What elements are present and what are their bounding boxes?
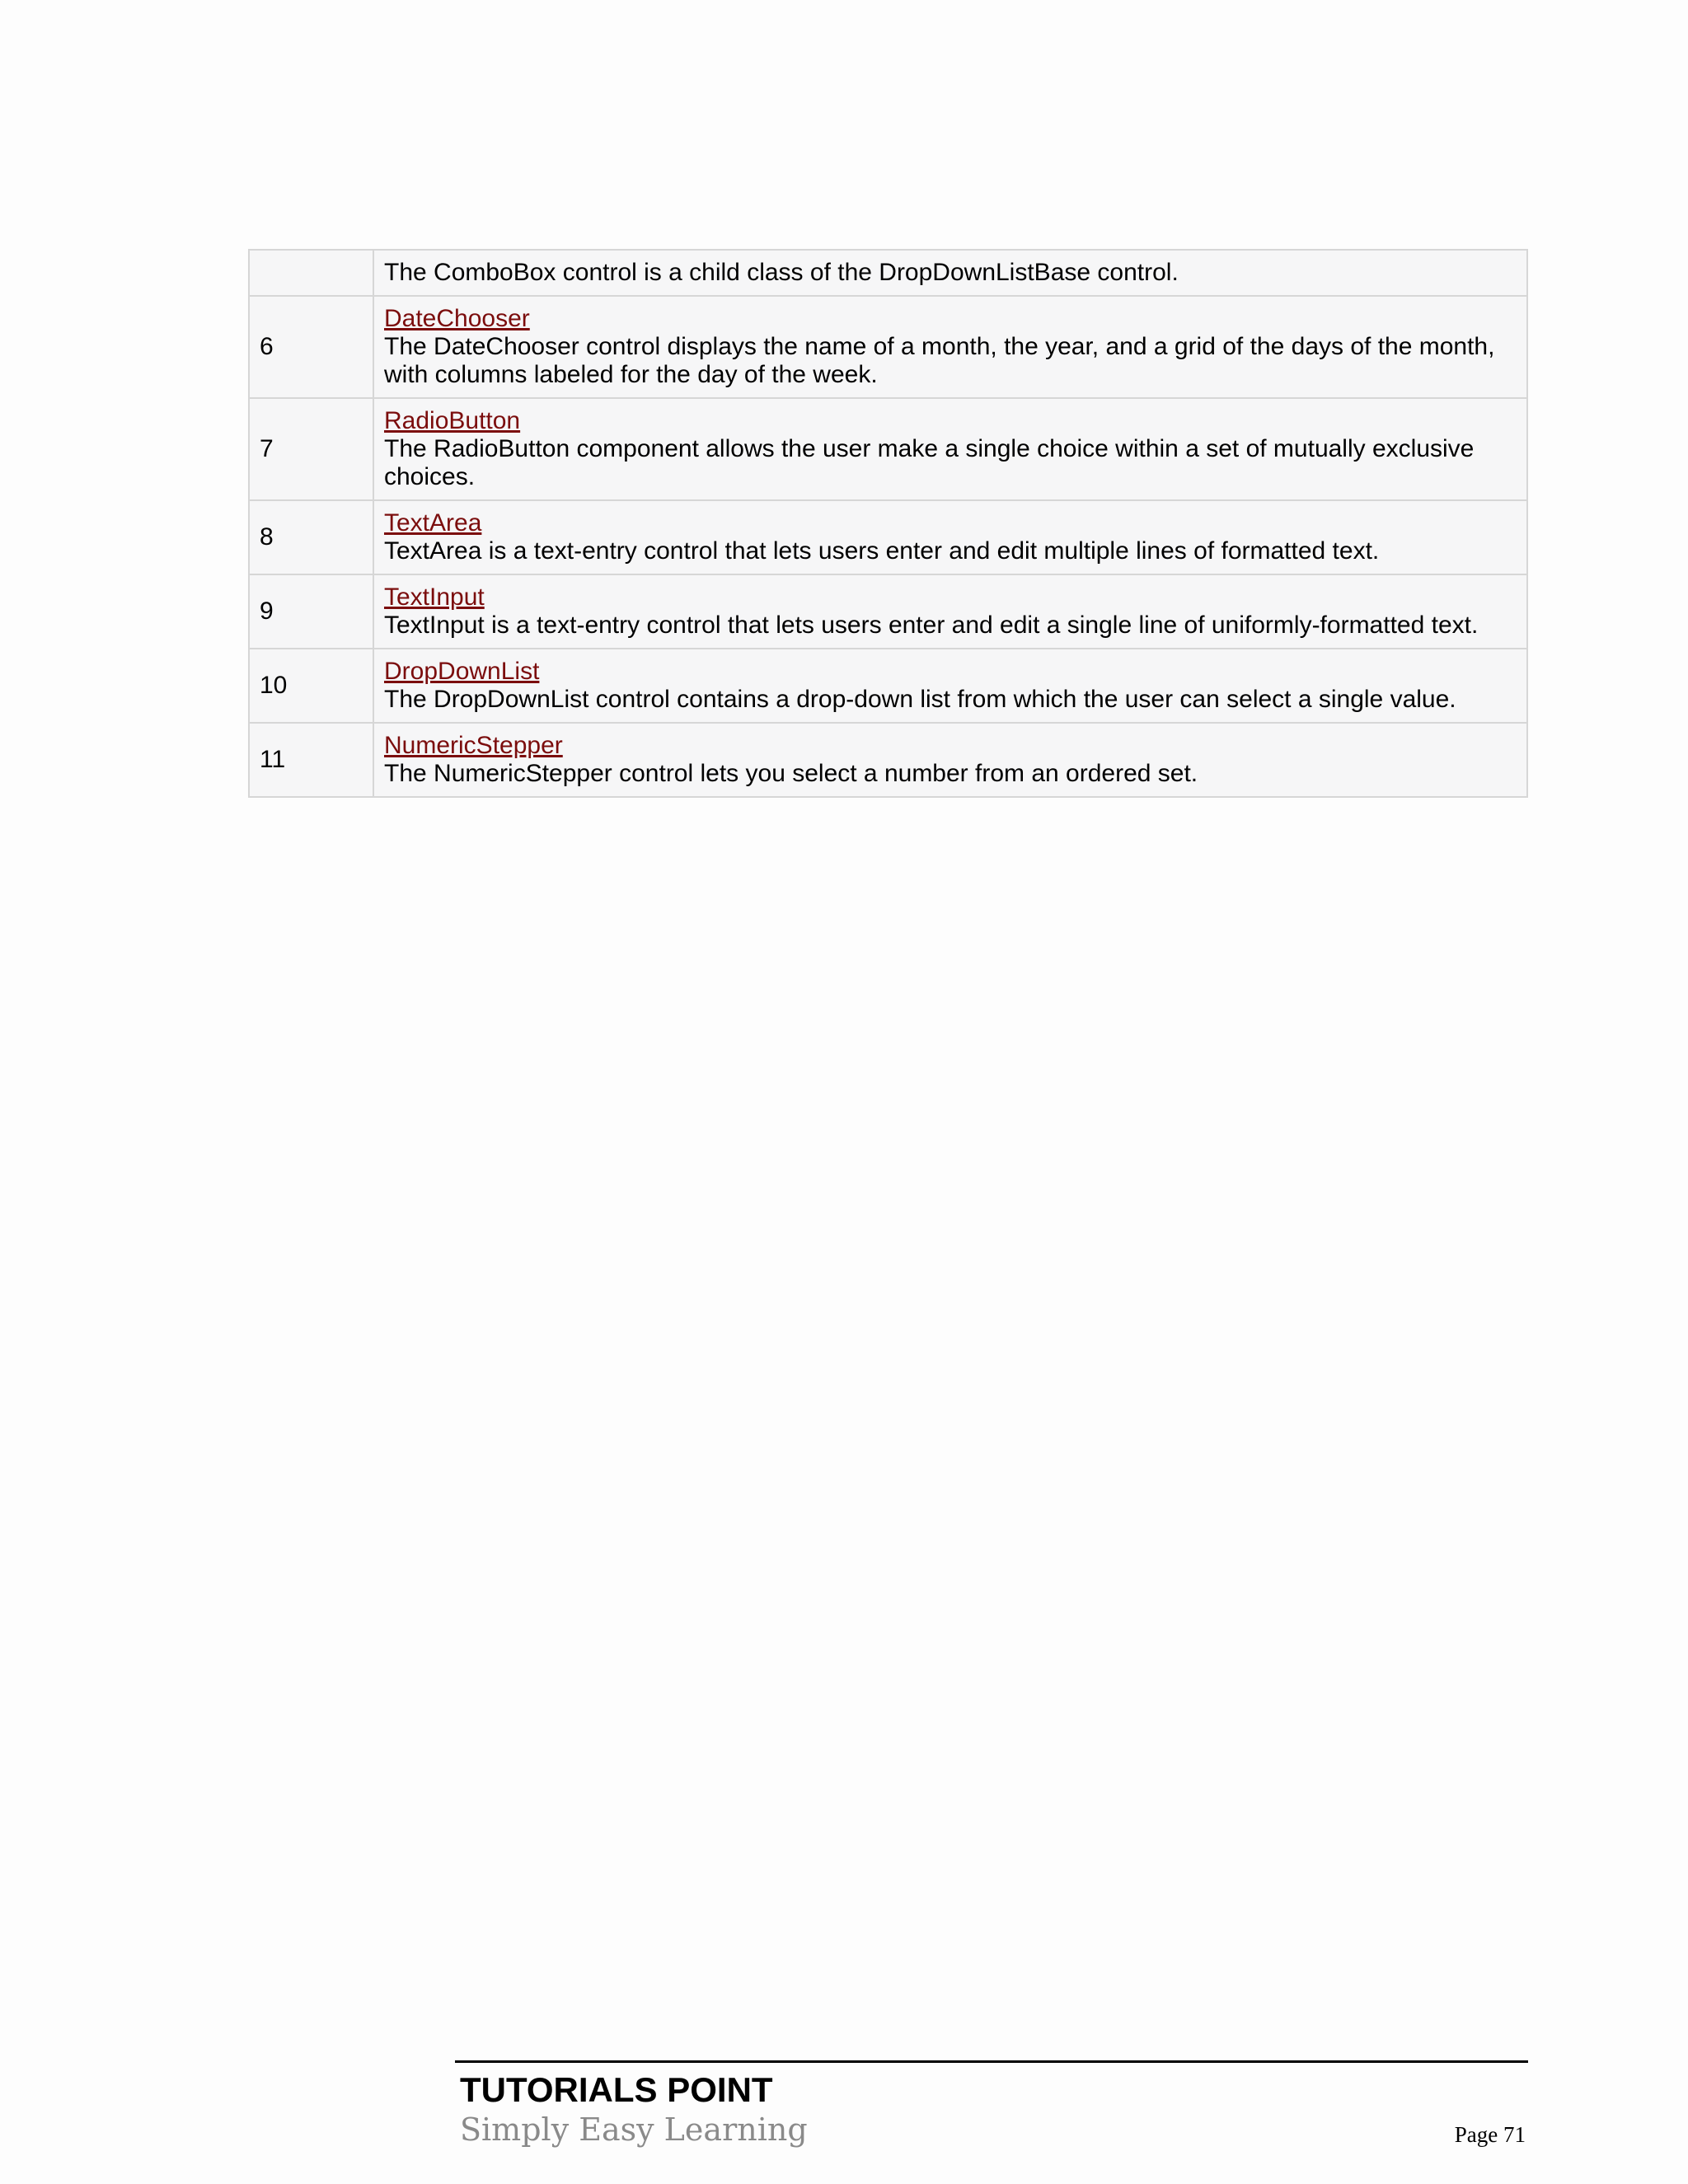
control-cell <box>373 574 1527 649</box>
radiobutton-link[interactable]: RadioButton <box>384 407 521 434</box>
table-row <box>249 574 1527 649</box>
row-number: 7 <box>249 398 373 500</box>
row-number: 10 <box>249 649 373 723</box>
controls-table <box>248 249 1528 798</box>
control-cell <box>373 296 1527 398</box>
textinput-link[interactable]: TextInput <box>384 583 485 611</box>
control-description: The NumericStepper control lets you select a number from an ordered set. <box>384 760 1198 787</box>
control-description: TextInput is a text-entry control that lets users enter and edit a single line of uniformly-formatted text. <box>384 612 1479 639</box>
textarea-link[interactable]: TextArea <box>384 509 482 537</box>
footer-brand: TUTORIALS POINT <box>460 2070 773 2109</box>
datechooser-link[interactable]: DateChooser <box>384 305 530 332</box>
control-cell <box>373 398 1527 500</box>
table-row <box>249 296 1527 398</box>
page-number: Page 71 <box>1454 2122 1526 2147</box>
control-description: The ComboBox control is a child class of the DropDownListBase control. <box>384 259 1179 286</box>
table-row <box>249 500 1527 574</box>
control-cell <box>373 500 1527 574</box>
row-number: 8 <box>249 500 373 574</box>
control-cell <box>373 723 1527 797</box>
table-row <box>249 250 1527 296</box>
control-description: The RadioButton component allows the user make a single choice within a set of mutually exclusive choices. <box>384 435 1475 490</box>
footer-divider <box>455 2060 1528 2063</box>
control-description: TextArea is a text-entry control that lets users enter and edit multiple lines of formatted text. <box>384 537 1380 565</box>
footer-tagline: Simply Easy Learning <box>460 2111 808 2148</box>
control-description: The DateChooser control displays the name of a month, the year, and a grid of the days of the month, with columns labeled for the day of the week. <box>384 333 1495 388</box>
row-number: 6 <box>249 296 373 398</box>
table-row <box>249 649 1527 723</box>
dropdownlist-link[interactable]: DropDownList <box>384 658 540 685</box>
control-description: The DropDownList control contains a drop-down list from which the user can select a single value. <box>384 686 1456 713</box>
table-row <box>249 398 1527 500</box>
control-cell <box>373 250 1527 296</box>
row-number <box>249 250 373 296</box>
row-number: 9 <box>249 574 373 649</box>
numericstepper-link[interactable]: NumericStepper <box>384 732 563 759</box>
row-number: 11 <box>249 723 373 797</box>
control-cell <box>373 649 1527 723</box>
table-row <box>249 723 1527 797</box>
